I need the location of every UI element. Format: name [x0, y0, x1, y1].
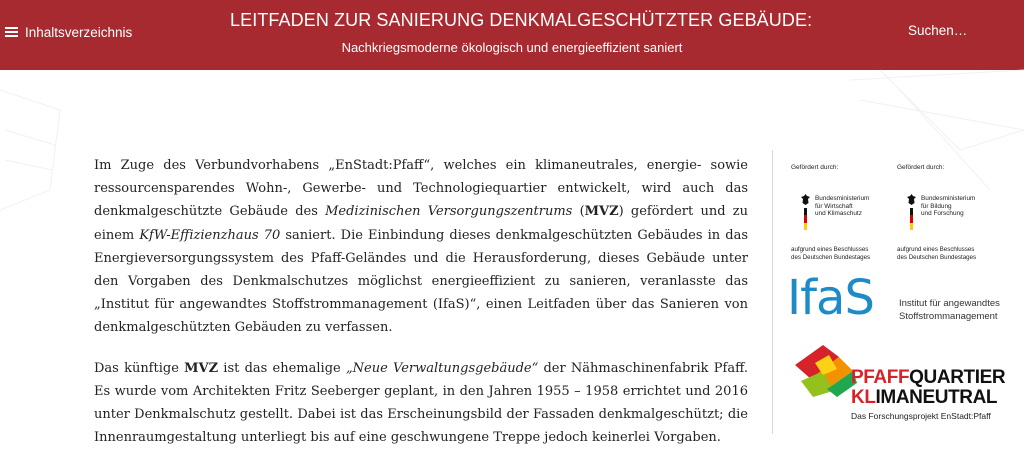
ministry-line: für Wirtschaft	[815, 202, 853, 210]
federal-eagle-icon	[907, 194, 916, 205]
toc-label: Inhaltsverzeichnis	[25, 24, 133, 40]
pfaff-text: IMANEUTRAL	[875, 387, 998, 408]
text-span: (	[572, 204, 585, 220]
emphasis: Medizinischen Versorgungszentrums	[325, 204, 573, 220]
pfaff-wordmark-line2	[851, 388, 997, 408]
resolution-line: des Deutschen Bundestages	[791, 253, 871, 261]
funder-bmwk	[789, 164, 889, 261]
ministry-line: für Bildung	[921, 202, 952, 210]
federal-eagle-icon	[801, 194, 810, 205]
resolution-line: aufgrund eines Beschlusses	[897, 246, 975, 253]
ministry-line: Bundesministerium	[921, 195, 976, 202]
text-span: der Nähmaschinenfabrik Pfaff. Es wurde vom Architekten Fritz Seeberger geplant, in den Jahren 1955 – 1958 errichtet und 2016 unter Denkmalschutz gestellt. Dabei ist das Erscheinungsbild der Fassaden denkmalgeschützt; die Innenraumgestaltung unterliegt bis auf eine geschwungene Treppe jedoch keinerlei Vorgaben.	[94, 360, 748, 446]
page-title: LEITFADEN ZUR SANIERUNG DENKMALGESCHÜTZTER GEBÄUDE:	[230, 10, 813, 30]
header-bar	[0, 0, 1024, 70]
emphasis: „Neue Verwaltungsgebäude“	[345, 360, 539, 376]
text-span: ist das ehemalige	[218, 360, 346, 376]
bold-text: MVZ	[584, 204, 619, 220]
bundestag-resolution	[791, 246, 870, 262]
ifas-name-line: Institut für angewandtes	[899, 298, 1000, 309]
emphasis: KfW-Effizienzhaus 70	[139, 227, 281, 243]
ministry-line: und Forschung	[921, 210, 964, 218]
ifas-logo: IfaS	[787, 270, 874, 326]
ministry-line: Bundesministerium	[815, 195, 870, 202]
search-link[interactable]: Suchen…	[908, 23, 968, 38]
page-subtitle: Nachkriegsmoderne ökologisch und energieeffizient saniert	[341, 40, 683, 55]
resolution-line: aufgrund eines Beschlusses	[791, 246, 869, 253]
text-span: Das künftige	[94, 360, 185, 376]
ministry-name	[921, 195, 975, 218]
pfaff-red-text: PFAFF	[851, 367, 910, 388]
ifas-name	[899, 297, 1000, 323]
ifas-name-line: Stoffstrommanagement	[899, 311, 998, 322]
funder-label: Gefördert durch:	[791, 164, 839, 171]
resolution-line: des Deutschen Bundestages	[897, 253, 977, 261]
paragraph-2	[94, 357, 748, 450]
toc-menu-button[interactable]	[5, 22, 132, 42]
pfaff-quartier-logo-mark	[793, 343, 859, 399]
text-span: ) gefördert und zu einem	[94, 204, 748, 243]
paragraph-1	[94, 154, 748, 340]
german-flag-icon	[804, 208, 807, 230]
bundestag-resolution	[897, 246, 976, 262]
pfaff-red-text: KL	[851, 387, 876, 408]
page-title-block	[230, 10, 813, 55]
pfaff-text: QUARTIER	[909, 367, 1006, 388]
ministry-name	[815, 195, 869, 218]
pfaff-tagline: Das Forschungsprojekt EnStadt:Pfaff	[851, 411, 991, 421]
sidebar-sponsors	[772, 150, 1024, 434]
funder-bmbf	[895, 164, 995, 261]
pfaff-wordmark-line1	[851, 368, 1005, 388]
article-text	[94, 154, 748, 466]
hamburger-icon	[5, 27, 18, 37]
ministry-line: und Klimaschutz	[815, 210, 862, 218]
bold-text: MVZ	[184, 360, 219, 376]
german-flag-icon	[910, 208, 913, 230]
text-span: saniert. Die Einbindung dieses denkmalgeschützten Gebäudes in das Energieversorgungssystem des Pfaff-Geländes und die Herausforderung, dieses Gebäude unter den Vorgaben des Denkmalschutzes möglichst energieeffizient zu sanieren, veranlasste das „Institut für angewandtes Stoffstrommanagement (IfaS)“, einen Leitfaden über das Sanieren von denkmalgeschützten Gebäuden zu verfassen.	[94, 227, 749, 336]
funder-label: Gefördert durch:	[897, 164, 945, 171]
text-span: Im Zuge des Verbundvorhabens „EnStadt:Pfaff“, welches ein klimaneutrales, energie- sowie ressourcensparendes Wohn-, Gewerbe- und Technologiequartier entwickelt, wird auch das denkmalgeschützte Gebäude des	[94, 158, 748, 220]
